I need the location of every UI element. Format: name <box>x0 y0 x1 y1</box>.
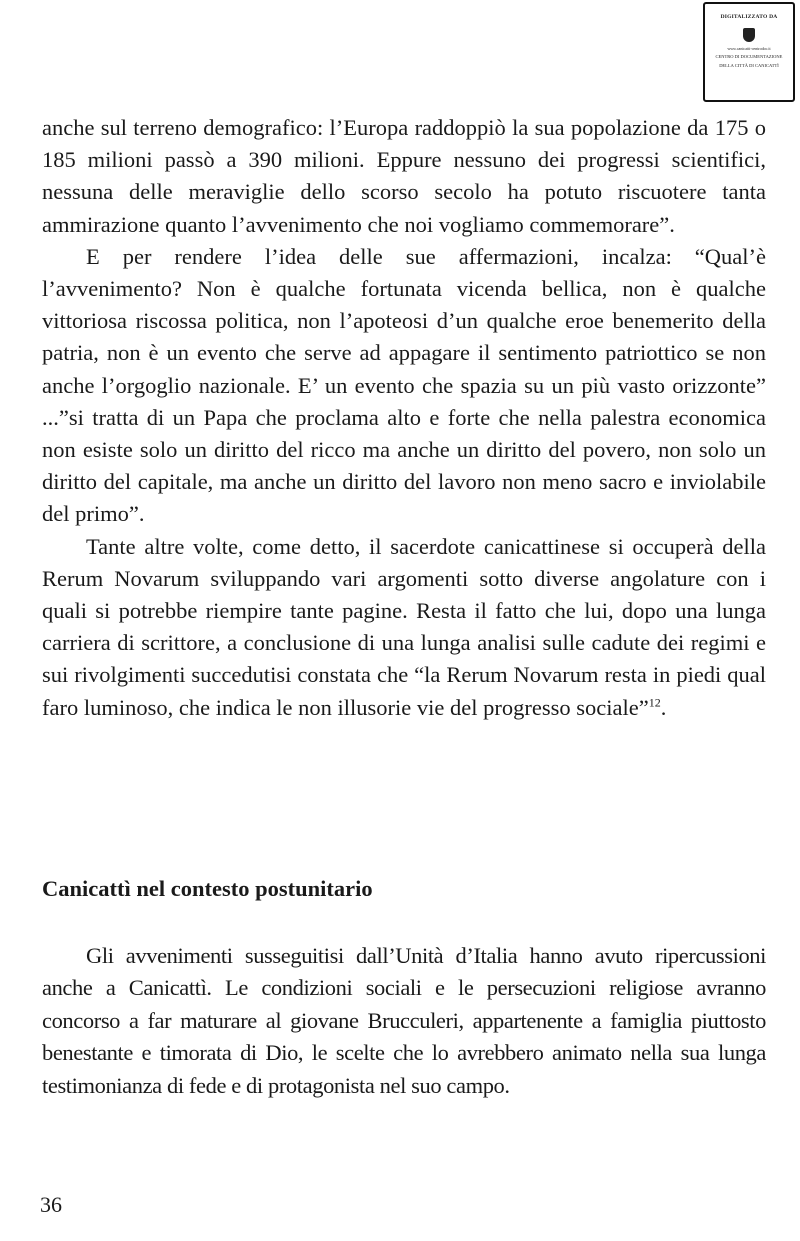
body-text <box>42 112 766 724</box>
stamp-url: www.canicatti-centrodoc.it <box>727 46 771 51</box>
paragraph-continued: anche sul terreno demografico: l’Europa raddoppiò la sua popolazione da 175 o 185 milioni passò a 390 milioni. Eppure nessuno dei progressi scientifici, nessuna delle meraviglie dello scorso secolo ha potuto riscuotere tanta ammirazione quanto l’avvenimento che noi vogliamo commemorare”. <box>42 115 766 237</box>
page-number: 36 <box>40 1192 62 1217</box>
paragraph-rerum-novarum <box>42 531 766 724</box>
section-title: Canicattì nel contesto postunitario <box>42 876 373 901</box>
stamp-heading: DIGITALIZZATO DA <box>720 14 778 20</box>
paragraph-rerum-novarum-text: Tante altre volte, come detto, il sacerdote canicattinese si occuperà della Rerum Novarum sviluppando vari argomenti sotto diverse angolature con i quali si potrebbe riempire tante pagine. Resta il fatto che lui, dopo una lunga carriera di scrittore, a conclusione di una lunga analisi sulle cadute dei regimi e sui rivolgimenti succedutisi constata che “la Rerum Novarum resta in piedi qual faro luminoso, che indica le non illusorie vie del progresso sociale” <box>42 533 766 720</box>
city-crest-icon <box>743 28 755 42</box>
stamp-line-2: DELLA CITTÀ DI CANICATTÌ <box>719 63 779 68</box>
stamp-line-1: CENTRO DI DOCUMENTAZIONE <box>715 54 783 59</box>
paragraph-quote: E per rendere l’idea delle sue affermazioni, incalza: “Qual’è l’avvenimento? Non è qualche fortunata vicenda bellica, non è qualche vittoriosa riscossa politica, non l’apoteosi d’un qualche eroe benemerito della patria, non è un evento che serve ad appagare il sentimento patriottico se non anche l’orgoglio nazionale. E’ un evento che spazia su un più vasto orizzonte” ...”si tratta di un Papa che proclama alto e forte che nella palestra economica non esiste solo un diritto del ricco ma anche un diritto del povero, non solo un diritto del capitale, ma anche un diritto del lavoro non meno sacro e inviolabile del primo”. <box>42 243 766 527</box>
section-body <box>42 940 766 1102</box>
footnote-ref: 12 <box>648 695 661 710</box>
digitization-stamp <box>703 2 795 102</box>
section-paragraph: Gli avvenimenti susseguitisi dall’Unità d’Italia hanno avuto ripercussioni anche a Canicattì. Le condizioni sociali e le persecuzioni religiose avranno concorso a far maturare al giovane Brucculeri, appartenente a famiglia piuttosto benestante e timorata di Dio, le scelte che lo avrebbero animato nella sua lunga testimonianza di fede e di protagonista nel suo campo. <box>42 943 766 1098</box>
paragraph-end-punct: . <box>660 694 667 720</box>
